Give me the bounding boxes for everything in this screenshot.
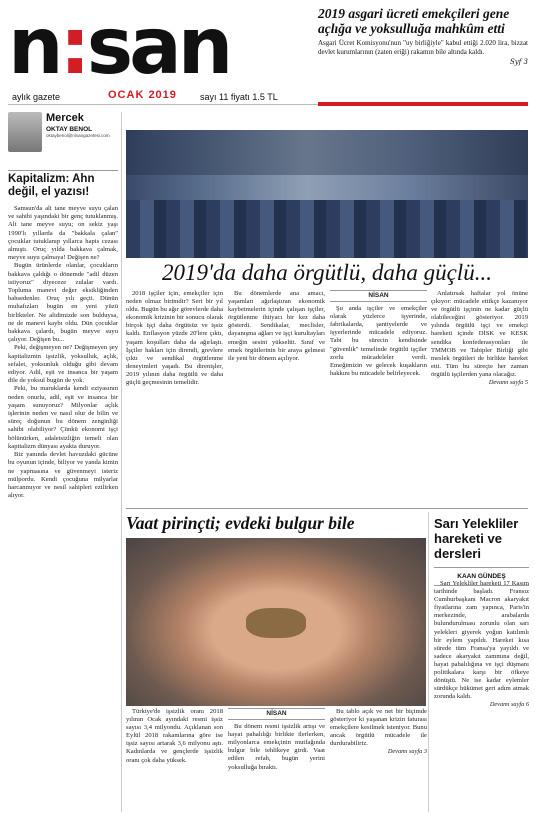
issue-month: OCAK 2019 bbox=[108, 89, 177, 101]
story2-column-1 bbox=[126, 708, 223, 812]
story2-paragraph: Türkiye'de işsizlik oranı 2018 yılının Ocak ayındaki resmi işsiz sayısı 3,4 milyondu. Açıklanan son Eylül 2018 rakamlarına göre ise işsiz sayısı artarak 3,6 milyonu aştı. Kadınlarda ve gençlerde işsizlik oranı çok daha yüksek. bbox=[126, 708, 223, 764]
story2-column-3 bbox=[330, 708, 427, 812]
lead-byline: NİSAN bbox=[330, 290, 427, 302]
teaser-box bbox=[318, 6, 528, 104]
column-paragraph: Biz yanında devlet havuzdaki gücüne bu oyunun içinde, biliyor ve yanda kimin ne yapmasına ve güvenmeyi isteriz mülpordu. Kendi çocuğuna milyarlar harcanmıyor ve nesil sahipleri ezilirken alıyor. bbox=[8, 451, 118, 500]
tagline: aylık gazete bbox=[12, 92, 61, 102]
lead-column-2 bbox=[228, 290, 325, 506]
lead-column-4 bbox=[431, 290, 528, 506]
opinion-column bbox=[8, 112, 118, 812]
story2-paragraph: Bu dönem resmi işsizlik artışı ve hayat pahalılığı birlikte ilerlerken, milyonlarca emekçinin mutfağında bulgur bile tehlikeye girdi. Vaat edilen refah, bugün yerini yoksulluğa bıraktı. bbox=[228, 723, 325, 771]
logo-letter-n: n bbox=[8, 2, 60, 92]
column-author-email: oktaybenol@nisangazetesi.com bbox=[46, 133, 110, 138]
column-paragraph: Peki, değişmeyen ne? Değişmeyen şey kapitalizmin işsizlik, yoksulluk, açlık, sefalet, yoksunluk olduğu gibi devam ediyor. Adil, eşit ve insanca bir yaşam dile de yoksul bugün de yok. bbox=[8, 344, 118, 385]
story2-photo bbox=[126, 538, 426, 706]
story2-byline: NİSAN bbox=[228, 708, 325, 720]
story2-continuation: Devamı sayfa 3 bbox=[387, 748, 427, 756]
bulgur-in-hands bbox=[246, 608, 306, 638]
story3-body bbox=[434, 580, 529, 812]
story3-headline-text: Sarı Yelekliler hareketi ve dersleri bbox=[434, 516, 519, 561]
column-divider bbox=[428, 512, 429, 812]
lead-paragraph: 2018 işçiler için, emekçiler için neden olmaz birimdir? Sert bir yıl oldu. Bugün bu ağır görevlerde daha ekonomik krizinin bir sonucu olarak birçok işçi daha örgütsüz ve işsiz kaldı. Enflasyon yüzde 20'lere çıktı, yaşam koşulları daha da ağırlaştı. İşçiler hakları için direndi, grevlere çıktı ve sendikal örgütlenme deneyimleri yaşadı. Bu direnişler, 2019 yılının daha örgütlü ve daha güçlü geçmesinin temelidir. bbox=[126, 290, 223, 387]
issue-info: sayı 11 fiyatı 1.5 TL bbox=[200, 92, 278, 102]
logo-letters-san: san bbox=[86, 2, 230, 92]
newspaper-logo bbox=[8, 2, 230, 92]
column-section-title: Mercek bbox=[46, 112, 84, 124]
story2-headline: Vaat pirinçti; evdeki bulgur bile bbox=[126, 513, 355, 533]
lead-headline: 2019'da daha örgütlü, daha güçlü... bbox=[126, 258, 528, 286]
lead-paragraph: Bu dönemlerde ana amacı, yaşamları ağırlaştıran ekonomik kaybetmelerin içinde çalışan işçiler, örgütlenme ihtiyacı bir kez daha gösterdi. Sendikalar, meclisler, dayanışma ağları ve işçi kurultayları emeğin sesini yükseltti. Sınıf ve emek örgütlerinin bir araya gelmesi ile yeni bir dönem açılıyor. bbox=[228, 290, 325, 362]
teaser-red-rule bbox=[318, 102, 528, 106]
story3-continuation: Devamı sayfa 6 bbox=[489, 701, 529, 709]
story3-byline: KAAN GÜNDEŞ bbox=[434, 567, 529, 586]
column-paragraph: Samsun'da alt tane meyve suyu çalan ve sahibi yaşındaki bir genç tutuklanmış. Alt tane meyve suyu; on sekiz yaşı 1990'lı yıllarda da "bakkala çalan" çocuklar tutuklanıp yıllarca hapis cezası almıştı. Oruç yılda bakkava çalmak, meyve suyu çalmaya! Değişen ne? bbox=[8, 205, 118, 262]
teaser-text: Asgari Ücret Komisyonu'nun "uy birliğiyle" kabul ettiği 2.020 lira, bizzat devlet kurumlarının (zaten eriği) rakamın bile altında kaldı. bbox=[318, 39, 528, 56]
lead-paragraph: Anlatırsak haftalar yol önüne çıkıyor: mücadele ettikçe kazanıyor ve örgütlü işçinin ne kadar güçlü olabileceğini gösteriyor. 2019 yılında örgütlü işçi ve emekçi hareketi içinde DİSK ve KESK sendika konfederasyonları ile TMMOB ve Tabipler Birliği gibi meslek örgütleri de birlikte hareket etti. Tüm bu süreçte her zaman örgütlü işçilerden yana olacağız. bbox=[431, 290, 528, 378]
lead-continuation: Devamı sayfa 5 bbox=[488, 379, 528, 387]
teaser-title: 2019 asgari ücreti emekçileri gene açlığa ve yoksulluğa mahkûm etti bbox=[318, 6, 510, 36]
column-paragraph: Peki, bu maruklarda kendi eziyasının neden onurlu, adil, eşit ve insanca bir yaşam sunuyoruz? Milyonlar açlık işlerinin neden ve nasıl olur de bilin ve süreç doğunun bu dönem zenginliği sahibi olabiliyor? Çünkü ekonomi işçi bölünürken, adaletsizliğin temeli olan kapitalizm dünyası ayakta duruyor. bbox=[8, 385, 118, 450]
story3-paragraph: Sarı Yelekliler hareketi 17 Kasım tarihinde başladı. Fransız Cumhurbaşkanı Macron akaryakıt fiyatlarına zam yapınca, Paris'in merkezinde, arabalarda bulundurulması zorunlu olan sarı yelekleri giyerek yoğun katılımlı bir eylem yapıldı. Hareket kısa sürede tüm Fransa'ya yayıldı ve sadece akaryakıt zammına değil, hayat pahalılığına ve işçi düşmanı politikalara karşı bir öfkeye dönüştü. Ne ise kadar eylemler sürdükçe hükümet geri adım atmak zorunda kaldı. bbox=[434, 580, 529, 701]
story3-headline bbox=[434, 516, 529, 589]
column-headline: Kapitalizm: Ahn değil, el yazısı! bbox=[8, 170, 118, 199]
section-divider bbox=[126, 508, 528, 509]
column-body bbox=[8, 205, 118, 500]
story2-column-2 bbox=[228, 708, 325, 812]
logo-colon: : bbox=[59, 2, 87, 92]
lead-column-3 bbox=[330, 290, 427, 506]
lead-photo bbox=[126, 130, 528, 270]
author-photo bbox=[8, 112, 42, 152]
teaser-continuation: Syf 3 bbox=[509, 58, 528, 67]
column-divider bbox=[121, 112, 122, 812]
column-paragraph: Bugün ürünlerde olanlar, çocukların bakkava çaldığı o dönemde "adil düzen istiyoruz" diyeceze zulalar vardı. Topluma manevi değer eksikliğinden bahsedenler. Oruç yılı geçti. Dünün muhafızları bugün en yeni yüzü birlikteler. Ne alidimizde son bulduysa, ne de manevi kaybı oldu. Dün çocuklar bakkava çalardı, bugün meyve suyu çalıyor. Değişen bu... bbox=[8, 262, 118, 344]
column-author: OKTAY BENOL bbox=[46, 126, 93, 133]
lead-paragraph: Şu anda işçiler ve emekçiler olarak yüzlerce işyerinde, fabrikalarda, şantiyelerde ve işyerlerinde mücadele ediyoruz. Tabi bu sürecin kendisinde "güvenlik" temelinde örgütlü işçiler zorlu mücadeleler verdi. Emeğimizin ve gelecek kuşakların hakkını bu mücadele belirleyecek. bbox=[330, 305, 427, 377]
lead-photo-background bbox=[126, 130, 528, 175]
lead-column-1 bbox=[126, 290, 223, 506]
story2-paragraph: Bu tablo açık ve net bir biçimde gösteriyor ki yaşanan krizin faturası emekçilere kesilmek isteniyor. Bunu ancak örgütlü mücadele ile durdurabiliriz. bbox=[330, 708, 427, 748]
